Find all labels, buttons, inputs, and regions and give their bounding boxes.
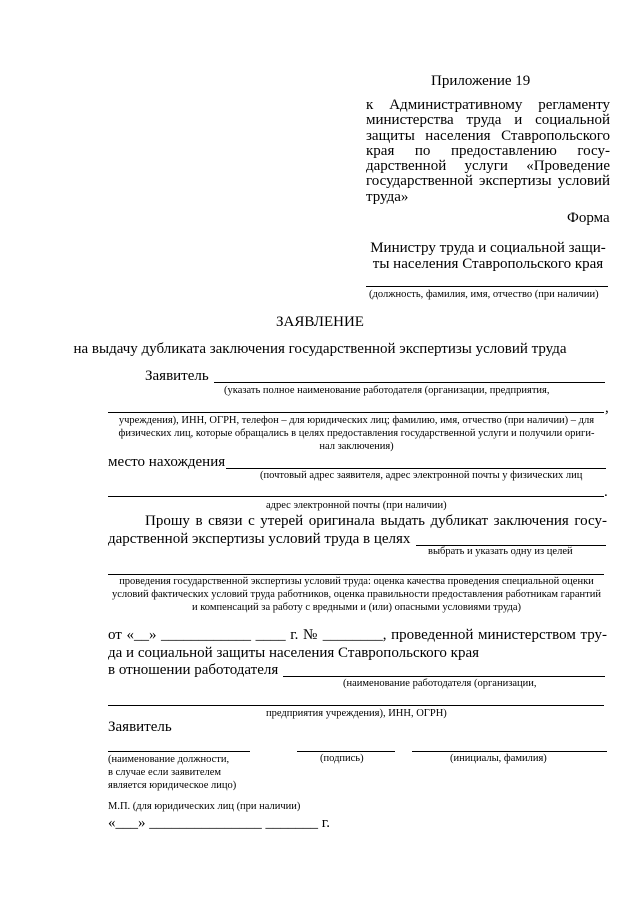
addressee-line: Министру труда и социальной защи- xyxy=(370,240,606,256)
hint-line: физических лиц, которые обращались в целях предоставления государственной услуги и получили ориги- xyxy=(118,428,595,439)
addressee-underline xyxy=(366,286,608,287)
hint-line: и компенсаций за работу с вредными и (или) опасными условиями труда) xyxy=(191,602,522,613)
hint-line: в случае если заявителем xyxy=(108,767,222,778)
hint-line: условий фактических условий труда работников, оценка правильности предоставления работникам гарантий xyxy=(111,589,601,600)
addressee-hint: (должность, фамилия, имя, отчество (при наличии) xyxy=(369,289,599,300)
location-field[interactable] xyxy=(226,468,606,469)
hint-line: (наименование должности, xyxy=(108,754,230,765)
addressee xyxy=(366,240,610,272)
regulation-line: дарственной услуги «Проведение xyxy=(366,158,610,175)
location-email-hint: адрес электронной почты (при наличии) xyxy=(266,500,447,511)
regulation-line: государственной экспертизы условий xyxy=(366,173,610,190)
regulation-line: защиты населения Ставропольского xyxy=(366,127,610,144)
date-line[interactable]: «___» _______________ _______ г. xyxy=(108,815,330,831)
signature-hint: (подпись) xyxy=(320,753,364,764)
regulation-line: края по предоставлению госу- xyxy=(366,142,610,159)
document-title: ЗАЯВЛЕНИЕ xyxy=(276,314,364,330)
conclusion-line-3: в отношении работодателя xyxy=(108,662,279,678)
applicant-hint: (указать полное наименование работодателя (организации, предприятия, xyxy=(224,385,550,396)
hint-line: является юридическое лицо) xyxy=(108,780,237,791)
conclusion-line-2: да и социальной защиты населения Ставропольского края xyxy=(108,645,480,661)
form-label: Форма xyxy=(567,210,610,226)
appendix-number: Приложение 19 xyxy=(431,73,531,89)
employer-field[interactable] xyxy=(283,676,605,677)
applicant-comma: , xyxy=(605,400,609,416)
conclusion-line-1: от «__» ____________ ____ г. № ________, проведенной министерством тру- xyxy=(108,627,607,643)
hint-line: нал заключения) xyxy=(319,441,394,452)
regulation-line: к Административному регламенту xyxy=(366,97,610,113)
location-label: место нахождения xyxy=(108,454,226,470)
hint-line: проведения государственной экспертизы условий труда: оценка качества проведения специальной оценки xyxy=(119,576,594,587)
regulation-reference xyxy=(366,98,610,205)
stamp-note: М.П. (для юридических лиц (при наличии) xyxy=(108,801,301,812)
location-hint: (почтовый адрес заявителя, адрес электронной почты у физических лиц xyxy=(260,470,583,481)
applicant-label: Заявитель xyxy=(145,368,209,384)
location-field-continued[interactable] xyxy=(108,496,604,497)
addressee-line: ты населения Ставропольского края xyxy=(372,256,604,272)
position-hint xyxy=(108,753,236,792)
employer-details-hint: предприятия учреждения), ИНН, ОГРН) xyxy=(266,708,447,719)
position-field[interactable] xyxy=(108,751,250,752)
purpose-details-hint xyxy=(108,575,605,614)
regulation-line: министерства труда и социальной xyxy=(366,112,610,129)
applicant-field[interactable] xyxy=(214,382,605,383)
location-period: . xyxy=(604,484,608,500)
request-line-1: Прошу в связи с утерей оригинала выдать дубликат заключения госу- xyxy=(145,513,607,529)
request-line-2: дарственной экспертизы условий труда в целях xyxy=(108,531,411,547)
signature-field[interactable] xyxy=(297,751,395,752)
purpose-hint: выбрать и указать одну из целей xyxy=(428,546,573,557)
employer-field-continued[interactable] xyxy=(108,705,604,706)
employer-hint: (наименование работодателя (организации, xyxy=(343,678,537,689)
document-subtitle: на выдачу дубликата заключения государственной экспертизы условий труда xyxy=(73,341,567,357)
full-name-hint: (инициалы, фамилия) xyxy=(450,753,547,764)
full-name-field[interactable] xyxy=(412,751,607,752)
applicant-details-hint xyxy=(108,414,605,453)
applicant-field-continued[interactable] xyxy=(108,412,604,413)
regulation-line: труда» xyxy=(366,188,409,205)
signature-applicant-label: Заявитель xyxy=(108,719,172,735)
hint-line: учреждения), ИНН, ОГРН, телефон – для юридических лиц; фамилию, имя, отчество (при наличии) – для xyxy=(118,415,595,426)
